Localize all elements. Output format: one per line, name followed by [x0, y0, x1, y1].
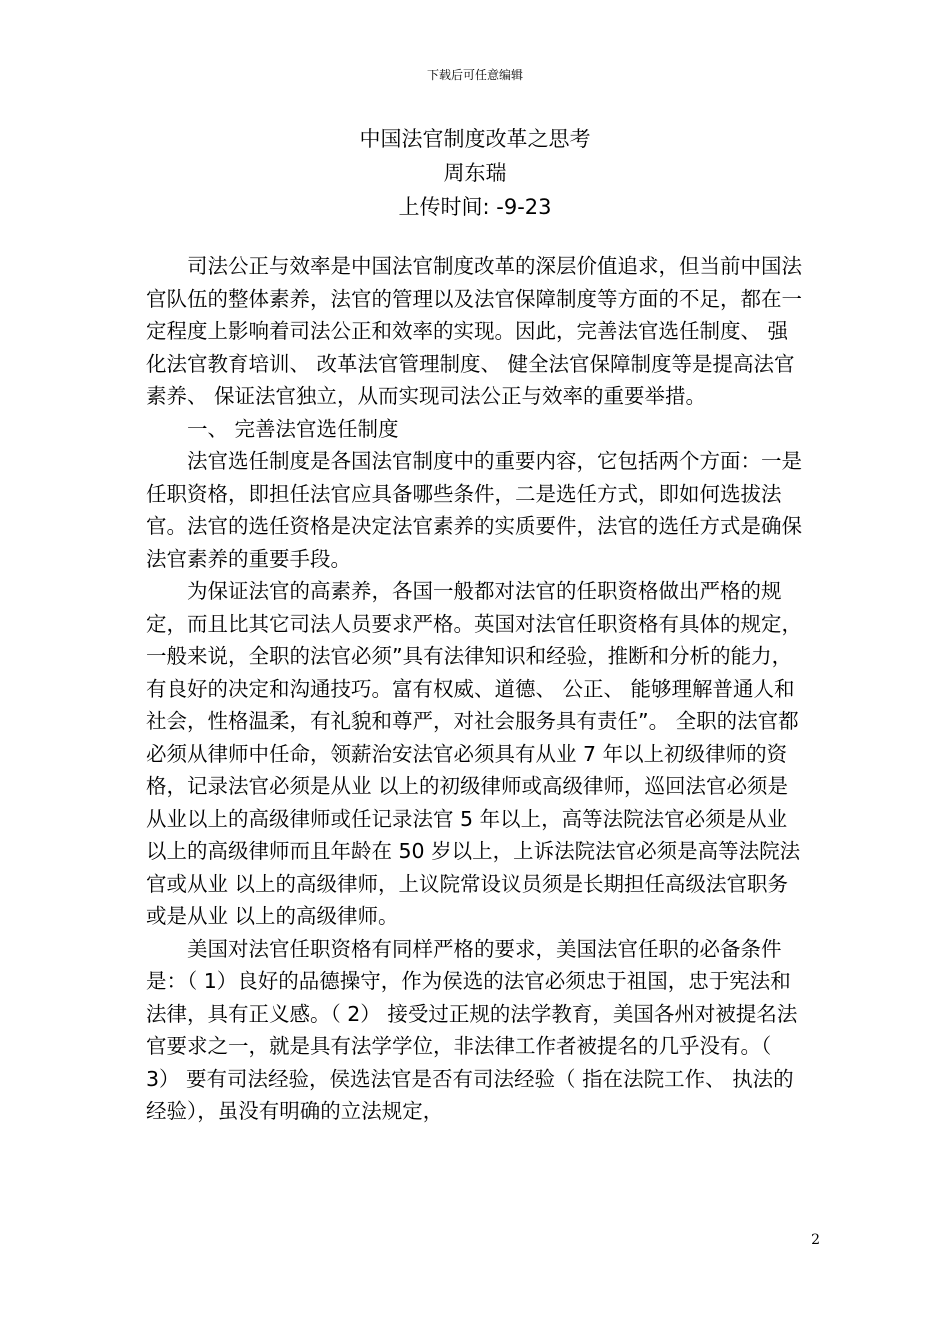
page-number: 2	[811, 1232, 820, 1248]
section-heading: 一、 完善法官选任制度	[187, 416, 399, 441]
document-body	[146, 250, 808, 1128]
title-block	[0, 122, 950, 224]
header-note: 下载后可任意编辑	[426, 68, 523, 82]
paragraph: 法官选任制度是各国法官制度中的重要内容，它包括两个方面：一是任职资格，即担任法官应具备哪些条件，二是选任方式，即如何选拔法官。法官的选任资格是决定法官素养的实质要件，法官的选任方式是确保法官素养的重要手段。	[146, 449, 802, 571]
paragraph: 司法公正与效率是中国法官制度改革的深层价值追求，但当前中国法官队伍的整体素养，法官的管理以及法官保障制度等方面的不足，都在一定程度上影响着司法公正和效率的实现。因此，完善法官选任制度、 强化法官教育培训、 改革法官管理制度、 健全法官保障制度等是提高法官素养、 保证法官独立，从而实现司法公正与效率的重要举措。	[146, 254, 802, 408]
paragraph: 为保证法官的高素养，各国一般都对法官的任职资格做出严格的规定，而且比其它司法人员要求严格。英国对法官任职资格有具体的规定，一般来说，全职的法官必须”具有法律知识和经验，推断和分析的能力，有良好的决定和沟通技巧。富有权威、道德、 公正、 能够理解普通人和社会，性格温柔，有礼貌和尊严，对社会服务具有责任”。 全职的法官都必须从律师中任命，领薪治安法官必须具有从业 7 年以上初级律师的资格，记录法官必须是从业 以上的初级律师或高级律师，巡回法官必须是从业以上的高级律师或任记录法官 5 年以上，高等法院法官必须是从业 以上的高级律师而且年龄在 50 岁以上，上诉法院法官必须是高等法院法官或从业 以上的高级律师，上议院常设议员须是长期担任高级法官职务或是从业 以上的高级律师。	[146, 579, 802, 928]
paragraph: 美国对法官任职资格有同样严格的要求，美国法官任职的必备条件是：（ 1）良好的品德操守，作为侯选的法官必须忠于祖国，忠于宪法和法律，具有正义感。（ 2） 接受过正规的法学教育，美国各州对被提名法官要求之一，就是具有法学学位，非法律工作者被提名的几乎没有。（ 3） 要有司法经验，侯选法官是否有司法经验（ 指在法院工作、 执法的经验），虽没有明确的立法规定，	[146, 936, 798, 1123]
upload-time: 上传时间: -9-23	[398, 195, 552, 219]
document-title: 中国法官制度改革之思考	[359, 127, 591, 151]
author-name: 周东瑞	[443, 161, 507, 185]
